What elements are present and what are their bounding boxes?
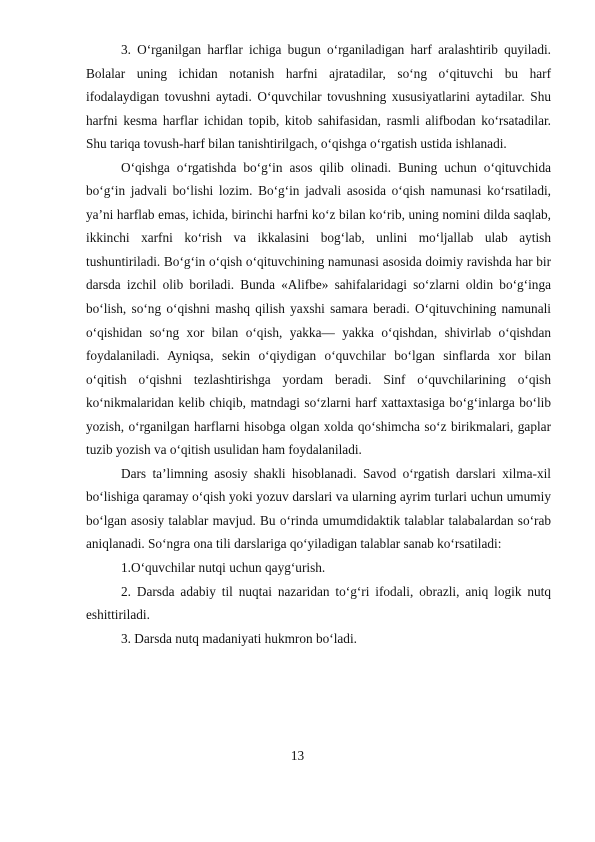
body-text bbox=[86, 38, 551, 650]
paragraph-lesson-requirements: Dars ta’limning asosiy shakli hisoblanadi. Savod o‘rgatish darslari xilma-xil bo‘lishiga qaramay o‘qish yoki yozuv darslari va ularning ayrim turlari uchun umumiy bo‘lgan asosiy talablar mavjud. Bu o‘rinda umumdidaktik talablar talabalardan so‘rab aniqlanadi. So‘ngra ona tili darslariga qo‘yiladigan talablar sanab ko‘rsatiladi: bbox=[86, 465, 551, 552]
list-item-3: 3. Darsda nutq madaniyati hukmron bo‘ladi. bbox=[121, 630, 357, 646]
list-item-2: 2. Darsda adabiy til nuqtai nazaridan to‘g‘ri ifodali, obrazli, aniq logik nutq eshittiriladi. bbox=[86, 583, 551, 623]
paragraph-syllable-reading: O‘qishga o‘rgatishda bo‘g‘in asos qilib olinadi. Buning uchun o‘qituvchida bo‘g‘in jadvali bo‘lishi lozim. Bo‘g‘in jadvali asosida o‘qish namunasi ko‘rsatiladi, ya’ni harflab emas, ichida, birinchi harfni ko‘z bilan ko‘rib, uning nomini dilda saqlab, ikkinchi xarfni ko‘rish va ikkalasini bog‘lab, unlini mo‘ljallab ulab aytish tushuntiriladi. Bo‘g‘in o‘qish o‘qituvchining namunasi asosida doimiy ravishda har bir darsda izchil olib boriladi. Bunda «Alifbe» sahifalaridagi so‘zlarni oldin bo‘g‘inga bo‘lish, so‘ng o‘qishni mashq qilish yaxshi samara beradi. O‘qituvchining namunali o‘qishidan so‘ng xor bilan o‘qish, yakka— yakka o‘qishdan, shivirlab o‘qishdan foydalaniladi. Ayniqsa, sekin o‘qiydigan o‘quvchilar bo‘lgan sinflarda xor bilan o‘qitish o‘qishni tezlashtirishga yordam beradi. Sinf o‘quvchilarining o‘qish ko‘nikmalaridan kelib chiqib, matndagi so‘zlarni harf xattaxtasiga bo‘g‘inlarga bo‘lib yozish, o‘rganilgan harflarni hisobga olgan xolda qo‘shimcha so‘z birikmalari, gaplar tuzib yozish va o‘qitish usulidan ham foydalaniladi. bbox=[86, 159, 551, 458]
list-item-1: 1.O‘quvchilar nutqi uchun qayg‘urish. bbox=[121, 560, 326, 576]
page-number: 13 bbox=[290, 748, 305, 763]
paragraph-letter-mixing: 3. O‘rganilgan harflar ichiga bugun o‘rganiladigan harf aralashtirib quyiladi. Bolalar uning ichidan notanish harfni ajratadilar, so‘ng o‘qituvchi bu harf ifodalaydigan tovushni aytadi. O‘quvchilar tovushning xususiyatlarini aytadilar. Shu harfni kesma harflar ichidan topib, kitob sahifasidan, rasmli alifbodan ko‘rsatadilar. Shu tariqa tovush-harf bilan tanishtirilgach, o‘qishga o‘rgatish ustida ishlanadi. bbox=[86, 42, 551, 152]
